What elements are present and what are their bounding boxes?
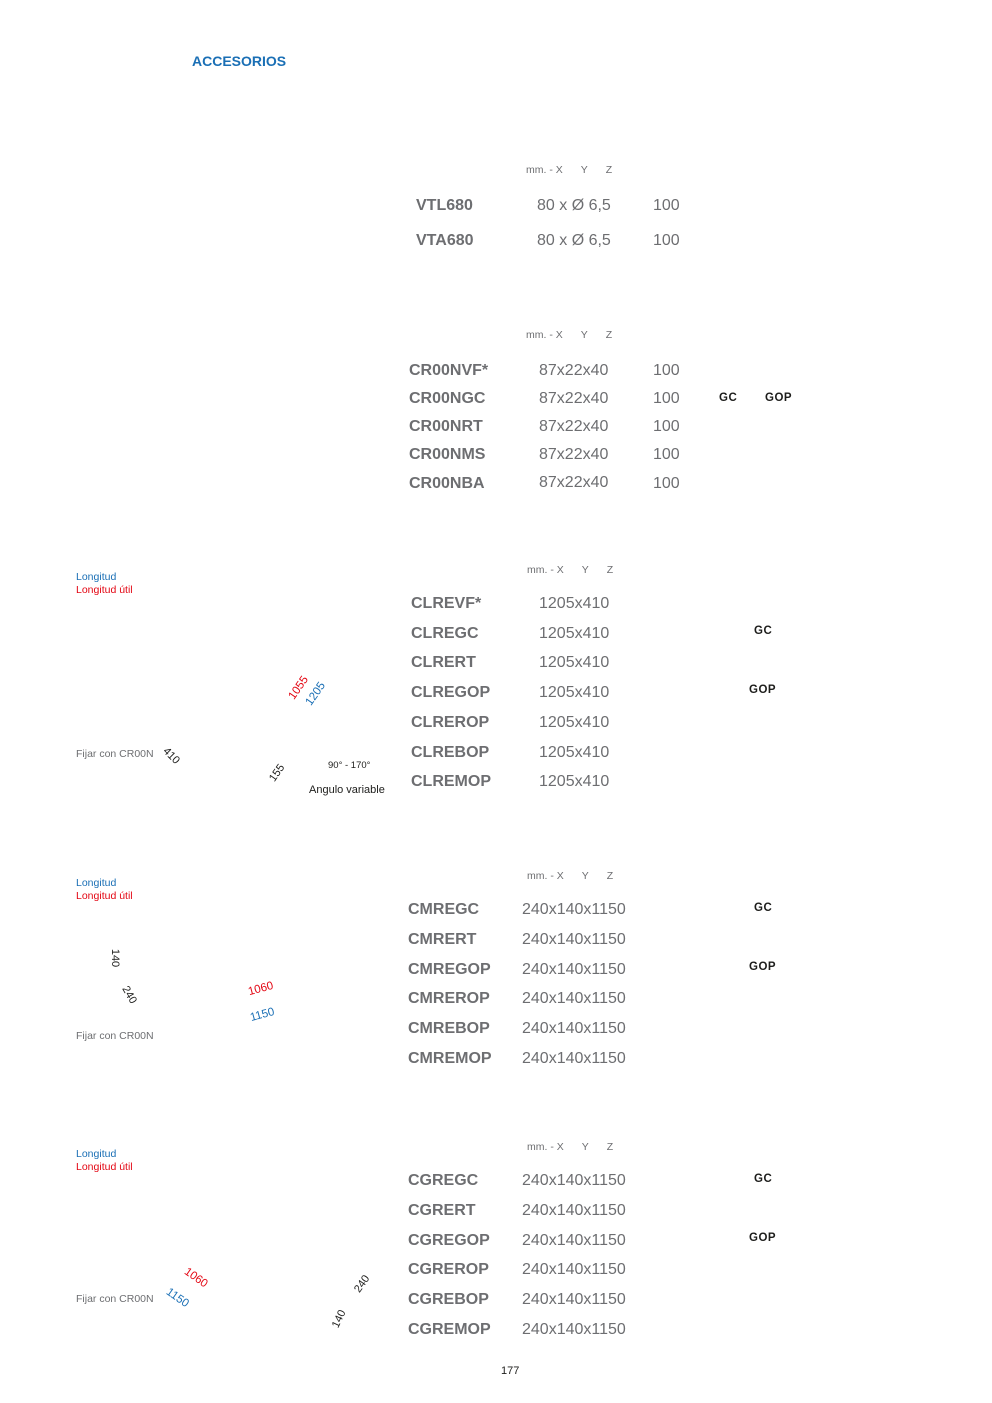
measure-1055: 1055 bbox=[286, 674, 312, 702]
measure-140: 140 bbox=[109, 948, 122, 968]
product-code: CMREGOP bbox=[408, 961, 491, 978]
column-header: mm. - X Y Z bbox=[527, 564, 614, 576]
product-dimensions: 1205x410 bbox=[539, 773, 610, 790]
column-header: mm. - X Y Z bbox=[527, 1141, 614, 1153]
color-tag: GC bbox=[754, 902, 773, 914]
legend-useful-length: Longitud útil bbox=[76, 890, 133, 902]
product-dimensions: 1205x410 bbox=[539, 625, 610, 642]
product-code: CGREROP bbox=[408, 1261, 489, 1278]
product-code: CGREBOP bbox=[408, 1291, 489, 1308]
product-dimensions: 240x140x1150 bbox=[522, 901, 626, 918]
product-dimensions: 240x140x1150 bbox=[522, 1232, 626, 1249]
color-tag: GOP bbox=[749, 961, 777, 973]
legend-useful-length: Longitud útil bbox=[76, 1161, 133, 1173]
color-tag: GC bbox=[754, 625, 773, 637]
color-tag: GC bbox=[719, 392, 738, 404]
product-dimensions: 240x140x1150 bbox=[522, 961, 626, 978]
product-code: CGREMOP bbox=[408, 1321, 491, 1338]
product-dimensions: 240x140x1150 bbox=[522, 1172, 626, 1189]
product-code: VTA680 bbox=[416, 232, 474, 249]
product-dimensions: 87x22x40 bbox=[539, 418, 609, 435]
column-header: mm. - X Y Z bbox=[526, 164, 613, 176]
product-dimensions: 240x140x1150 bbox=[522, 1050, 626, 1067]
product-code: CR00NMS bbox=[409, 446, 486, 463]
product-code: CLREROP bbox=[411, 714, 490, 731]
product-code: CMREGC bbox=[408, 901, 480, 918]
section-title: ACCESORIOS bbox=[192, 53, 287, 69]
product-dimensions: 240x140x1150 bbox=[522, 990, 626, 1007]
product-code: CGRERT bbox=[408, 1202, 476, 1219]
product-dimensions: 1205x410 bbox=[539, 744, 610, 761]
product-code: VTL680 bbox=[416, 197, 473, 214]
color-tag: GOP bbox=[749, 1232, 777, 1244]
product-quantity: 100 bbox=[653, 362, 680, 379]
fix-note: Fijar con CR00N bbox=[76, 748, 154, 760]
product-code: CLRERT bbox=[411, 654, 476, 671]
measure-140: 140 bbox=[329, 1308, 349, 1330]
column-header: mm. - X Y Z bbox=[526, 329, 613, 341]
legend-useful-length: Longitud útil bbox=[76, 584, 133, 596]
product-dimensions: 1205x410 bbox=[539, 714, 610, 731]
fix-note: Fijar con CR00N bbox=[76, 1293, 154, 1305]
product-dimensions: 240x140x1150 bbox=[522, 931, 626, 948]
product-dimensions: 1205x410 bbox=[539, 684, 610, 701]
product-dimensions: 80 x Ø 6,5 bbox=[537, 197, 611, 214]
product-dimensions: 1205x410 bbox=[539, 595, 610, 612]
measure-155: 155 bbox=[266, 762, 288, 784]
product-code: CMREROP bbox=[408, 990, 490, 1007]
product-code: CR00NVF* bbox=[409, 362, 489, 379]
product-code: CLREMOP bbox=[411, 773, 491, 790]
product-code: CR00NBA bbox=[409, 475, 485, 492]
measure-240: 240 bbox=[351, 1273, 373, 1295]
measure-1150: 1150 bbox=[248, 1006, 276, 1024]
measure-1060: 1060 bbox=[181, 1265, 210, 1291]
product-dimensions: 87x22x40 bbox=[539, 362, 609, 379]
product-code: CLREGOP bbox=[411, 684, 491, 701]
product-dimensions: 1205x410 bbox=[539, 654, 610, 671]
color-tag: GOP bbox=[749, 684, 777, 696]
legend-length: Longitud bbox=[76, 571, 117, 583]
product-dimensions: 240x140x1150 bbox=[522, 1202, 626, 1219]
fix-note: Fijar con CR00N bbox=[76, 1030, 154, 1042]
product-code: CLREGC bbox=[411, 625, 479, 642]
product-code: CMRERT bbox=[408, 931, 477, 948]
product-code: CGREGOP bbox=[408, 1232, 490, 1249]
product-quantity: 100 bbox=[653, 418, 680, 435]
measure-1060: 1060 bbox=[246, 979, 275, 999]
angle-label: Angulo variable bbox=[309, 784, 385, 796]
product-code: CLREVF* bbox=[411, 595, 482, 612]
product-dimensions: 87x22x40 bbox=[539, 474, 609, 491]
measure-1205: 1205 bbox=[303, 680, 329, 708]
product-code: CMREBOP bbox=[408, 1020, 490, 1037]
product-dimensions: 240x140x1150 bbox=[522, 1020, 626, 1037]
product-code: CR00NRT bbox=[409, 418, 483, 435]
product-dimensions: 240x140x1150 bbox=[522, 1291, 626, 1308]
legend-length: Longitud bbox=[76, 877, 117, 889]
color-tag: GOP bbox=[765, 392, 793, 404]
product-dimensions: 87x22x40 bbox=[539, 446, 609, 463]
legend-length: Longitud bbox=[76, 1148, 117, 1160]
product-quantity: 100 bbox=[653, 475, 680, 492]
angle-range: 90° - 170° bbox=[328, 760, 371, 771]
measure-240: 240 bbox=[119, 984, 139, 1006]
product-quantity: 100 bbox=[653, 390, 680, 407]
product-code: CGREGC bbox=[408, 1172, 479, 1189]
product-dimensions: 87x22x40 bbox=[539, 390, 609, 407]
product-dimensions: 240x140x1150 bbox=[522, 1261, 626, 1278]
page-number: 177 bbox=[501, 1365, 520, 1377]
product-quantity: 100 bbox=[653, 232, 680, 249]
color-tag: GC bbox=[754, 1173, 773, 1185]
measure-410: 410 bbox=[160, 745, 182, 767]
product-dimensions: 240x140x1150 bbox=[522, 1321, 626, 1338]
column-header: mm. - X Y Z bbox=[527, 870, 614, 882]
product-quantity: 100 bbox=[653, 446, 680, 463]
product-code: CR00NGC bbox=[409, 390, 486, 407]
product-code: CMREMOP bbox=[408, 1050, 492, 1067]
measure-1150: 1150 bbox=[163, 1285, 191, 1311]
product-code: CLREBOP bbox=[411, 744, 490, 761]
product-dimensions: 80 x Ø 6,5 bbox=[537, 232, 611, 249]
product-quantity: 100 bbox=[653, 197, 680, 214]
